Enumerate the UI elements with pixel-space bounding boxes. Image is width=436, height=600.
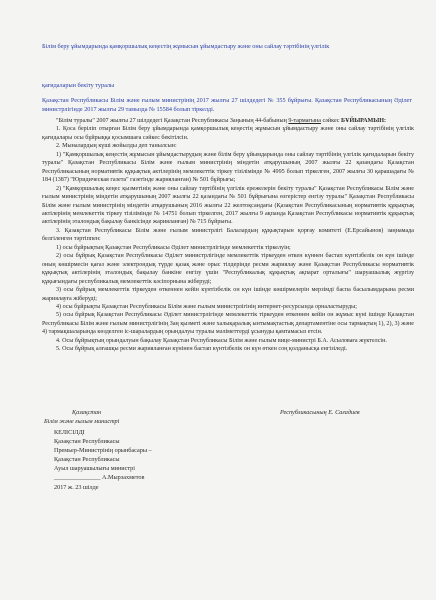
approval-date: 2017 ж. 23 шілде — [54, 483, 99, 491]
paragraph: 2) "Қамқоршылық кеңес қызметінің және оны сайлау тәртібінің үлгілік ережелерін бекіту туралы" Қазақстан Республикасы Білім және ғылым министрінің міндетін атқарушының 2007 жылғы 22 қазандағы № 501 бұйрығына өзгерістер енгізу туралы" Қазақстан Республикасы Білім және ғылым министрінің міндетін атқарушының 2016 жылғы 22 желтоқсандағы (Қазақстан Республикасының нормативтік құқықтық актілерінің мемлекеттік тіркеу тізілімінде № 14751 болып тіркелген, 2017 жылғы 9 ақпанда Қазақстан Республикасы нормативтік құқықтық актілерінің эталондық бақылау банкісінде жарияланған) № 715 бұйрығы. — [42, 185, 414, 226]
order-keyword: БҰЙЫРАМЫН: — [341, 118, 387, 124]
paragraph: 2. Мыналардың күші жойылды деп танылсын: — [56, 143, 177, 150]
paragraph: 4) осы бұйрықты Қазақстан Республикасы Білім және ғылым министрлігінің интернет-ресурсында орналастыруды; — [56, 303, 357, 310]
signature-left: Қазақстан — [72, 409, 102, 416]
paragraph: 5) осы бұйрық Қазақстан Республикасы Әділет министрлігінде мемлекеттік тіркеуден өткеннен кейін он жұмыс күні ішінде Қазақстан Республикасы Білім және ғылым министрлігінің Заң қызметі және халықаралық ынтымақтастық департаментіне осы тармақтың 1), 2), 3) және 4) тармақшаларында көзделген іс-шаралардың орындалуы туралы мәліметтерді ұсынуды қамтамасыз етсін. — [42, 312, 414, 336]
paragraph: 1) осы бұйрықтың Қазақстан Республикасы Әділет министрлігінде мемлекеттік тіркелуін; — [56, 244, 291, 251]
paragraph: 1. Қоса беріліп отырған Білім беру ұйымдарында қамқоршылық кеңестің жұмысын ұйымдастыру және оны сайлау тәртібінің үлгілік қағидалары осы бұйрыққа қосымшаға сәйкес бекітілсін. — [42, 126, 414, 141]
paragraph: 1) "Қамқоршылық кеңестің жұмысын ұйымдастырудың және білім беру ұйымдарында оны сайлау тәртібінің үлгілік қағидаларын бекіту туралы" Қазақстан Республикасы Білім және ғылым министрінің міндетін атқарушының 2007 жылғы 22 қазандағы Қазақстан Республикасының нормативтік құқықтық актілерінің мемлекеттік тіркеу тізілімінде № 4995 болып тіркелген, 2007 жылғы 30 қарашадағы № 184 (1387) "Юридическая газета" газетінде жарияланған) № 501 бұйрығы; — [42, 151, 414, 184]
signature-right: Республикасының Е. Сағадиев — [280, 409, 360, 416]
preamble — [42, 117, 414, 125]
registration-reference: Қазақстан Республикасы Білім және ғылым министрінің 2017 жылғы 27 шілдедегі № 355 бұйрығы. Қазақстан Республикасының Әділет министрлігінде 2017 жылғы 29 тамызда № 15584 болып тіркелді. — [42, 97, 412, 113]
document-title: Білім беру ұйымдарында қамқоршылық кеңестің жұмысын ұйымдастыру және оны сайлау тәртібінің үлгілік — [42, 43, 330, 50]
approval-heading: КЕЛІСІЛДІ — [54, 429, 85, 436]
paragraph: 4. Осы бұйрықтың орындалуын бақылау Қазақстан Республикасы Білім және ғылым вице-министрі Б.А. Асыловаға жүктелсін. — [56, 337, 387, 344]
approval-line: Қазақстан Республикасы — [54, 438, 120, 446]
preamble-text-1: "Білім туралы" 2007 жылғы 27 шілдедегі Қазақстан Республикасы Заңының 44-бабының — [56, 118, 289, 124]
approval-block — [54, 428, 294, 492]
preamble-text-2: сәйкес — [320, 118, 342, 124]
approval-line: Қазақстан Республикасы — [54, 456, 120, 464]
approval-line: Ауыл шаруашылығы министрі — [54, 465, 135, 473]
document-body — [42, 117, 414, 354]
preamble-link[interactable]: 9-тармағына — [288, 118, 321, 124]
signature-position: Білім және ғылым министрі — [44, 418, 120, 425]
paragraph: 5. Осы бұйрық алғашқы ресми жарияланған күнінен бастап күнтізбелік он күн өткен соң қолданысқа енгізіледі. — [56, 346, 348, 353]
paragraph: 3. Қазақстан Республикасы Білім және ғылым министрлігі Балалардың құқықтарын қорғау комитеті (Е.Ерсайынов) заңнамада белгіленген тәртіппен: — [42, 227, 414, 243]
approval-signature-line: _______________ А.Мырзахметов — [54, 474, 145, 482]
paragraph: 3) осы бұйрық мемлекеттік тіркеуден өткеннен кейін күнтізбелік он күн ішінде көшірмелерін мерзімді баспа басылымдарына ресми жариялауға жіберуді; — [42, 287, 414, 302]
paragraph: 2) осы бұйрық Қазақстан Республикасы Әділет министрлігінде мемлекеттік тіркеуден өткен күннен бастап күнтізбелік он күн ішінде оның көшірмесін қағаз және электрондық түрде қазақ және орыс тілдерінде ресми жариялау және Қазақстан Республикасы нормативтік құқықтық актілерінің эталондық бақылау банкіне енгізу үшін "Республикалық құқықтық ақпарат орталығы" шаруашылық жүргізу құқығындағы республикалық мемлекеттік кәсіпорнына жіберуді; — [42, 253, 414, 285]
document-subtitle: қағидаларын бекіту туралы — [42, 82, 115, 89]
approval-line: Премьер-Министрінің орынбасары – — [54, 447, 152, 455]
